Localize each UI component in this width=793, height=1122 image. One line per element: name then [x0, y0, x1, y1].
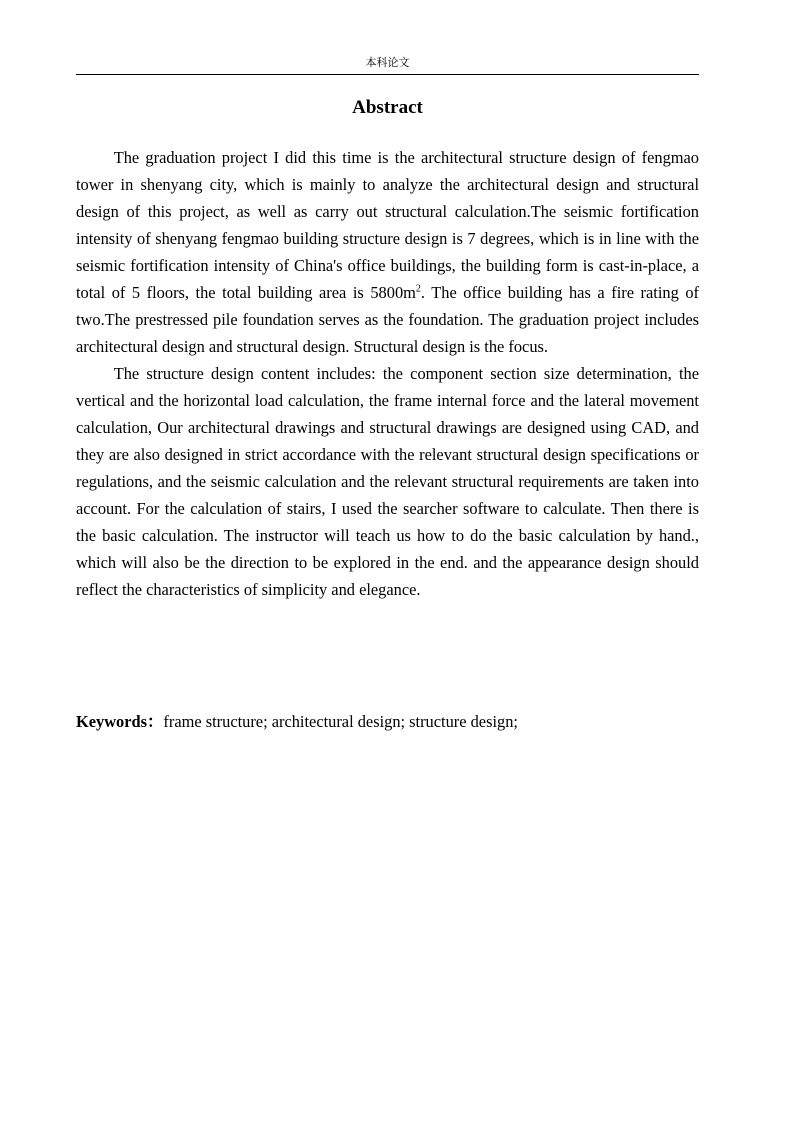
- abstract-body: [76, 144, 699, 603]
- running-title: 本科论文: [365, 56, 410, 69]
- keywords-label: Keywords：: [76, 712, 164, 731]
- abstract-paragraph-2: The structure design content includes: the component section size determination, the vertical and the horizontal load calculation, the frame internal force and the lateral movement calculation, Our architectural drawings and structural drawings are designed using CAD, and they are also designed in strict accordance with the relevant structural design specifications or regulations, and the seismic calculation and the relevant structural requirements are taken into account. For the calculation of stairs, I used the searcher software to calculate. Then there is the basic calculation. The instructor will teach us how to do the basic calculation by hand., which will also be the direction to be explored in the end. and the appearance design should reflect the characteristics of simplicity and elegance.: [76, 364, 699, 599]
- paragraph-1-text-b: . The office building has a fire rating of two.The prestressed pile foundation serves as the foundation. The graduation project includes architectural design and structural design. Structural design is the focus.: [76, 283, 699, 356]
- paragraph-1-text-a: The graduation project I did this time is the architectural structure design of fengmao tower in shenyang city, which is mainly to analyze the architectural design and structural design of this project, as well as carry out structural calculation.The seismic fortification intensity of shenyang fengmao building structure design is 7 degrees, which is in line with the seismic fortification intensity of China's office buildings, the building form is cast-in-place, a total of 5 floors, the total building area is 5800m: [76, 148, 699, 302]
- keywords-line: [76, 708, 699, 735]
- keywords-text: frame structure; architectural design; structure design;: [163, 712, 518, 731]
- page-title: Abstract: [352, 97, 423, 118]
- abstract-paragraph-1: [76, 144, 699, 360]
- superscript-2: 2: [415, 283, 421, 295]
- page-header: [76, 56, 699, 75]
